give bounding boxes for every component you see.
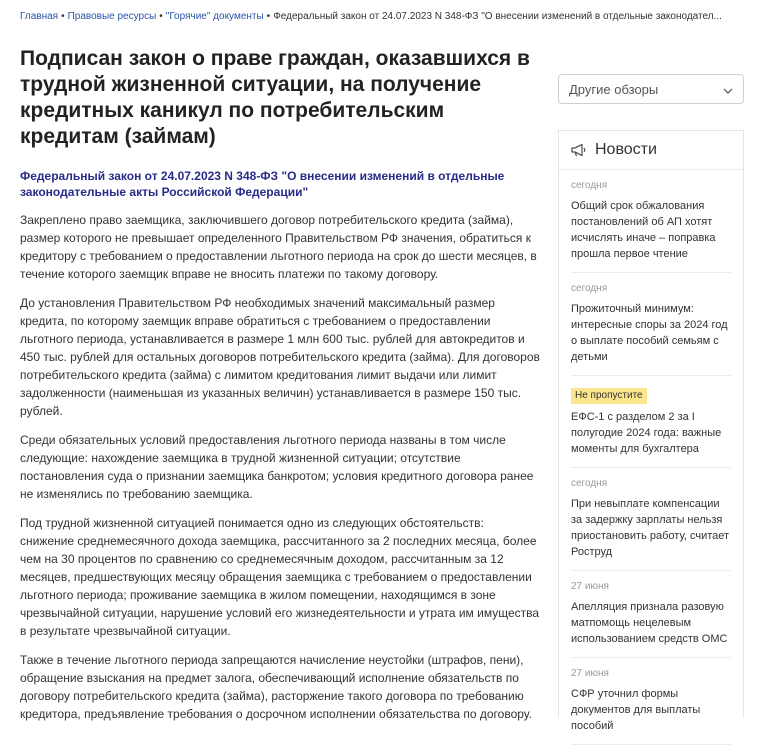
news-list [559,170,743,745]
news-date: 27 июня [571,581,609,592]
article-body [20,168,540,734]
breadcrumb-hot-documents[interactable]: "Горячие" документы [165,11,264,22]
news-item[interactable] [571,658,731,745]
news-item[interactable] [571,468,731,571]
news-date: сегодня [571,283,608,294]
news-link[interactable]: ЕФС-1 с разделом 2 за I полугодие 2024 года: важные моменты для бухгалтера [571,411,722,455]
news-title: Новости [595,141,657,158]
news-item[interactable] [571,273,731,376]
news-link[interactable]: Апелляция признала разовую матпомощь нецелевым использованием средств ОМС [571,601,728,645]
news-date: 27 июня [571,668,609,679]
article-paragraph: Среди обязательных условий предоставления льготного периода названы в том числе следующие: нахождение заемщика в трудной жизненной ситуации; отсутствие постановления суда о признании заемщика банкротом; условия кредитного договора ранее не изменялись по требованию заемщика. [20,433,534,501]
other-reviews-dropdown[interactable] [558,74,744,104]
news-panel [558,130,744,732]
news-header [559,131,743,170]
megaphone-icon [571,143,587,157]
breadcrumb-separator: • [159,11,163,22]
news-date: сегодня [571,478,608,489]
news-link[interactable]: При невыплате компенсации за задержку зарплаты нельзя приостановить работу, считает Роструд [571,498,730,558]
news-item[interactable] [571,571,731,658]
news-item[interactable] [571,170,731,273]
article-paragraph: До установления Правительством РФ необходимых значений максимальный размер кредита, по которому заемщик вправе обратиться с требованием о предоставлении льготного периода, устанавливается в размере 1 млн 600 тыс. рублей для автокредитов и 450 тыс. рублей для остальных договоров потребительского кредита (займа). Для договоров потребительского кредита (займа) с лимитом кредитования лимит выдачи или лимит задолженности (наименьшая из указанных величин) устанавливается в размере 150 тыс. рублей. [20,296,540,418]
breadcrumb-current: Федеральный закон от 24.07.2023 N 348-ФЗ "О внесении изменений в отдельные законодател... [273,11,722,22]
dont-miss-badge: Не пропустите [571,388,647,404]
news-link[interactable]: Общий срок обжалования постановлений об АП хотят исчислять иначе – поправка прошла первое чтение [571,200,716,260]
breadcrumb-legal-resources[interactable]: Правовые ресурсы [67,11,157,22]
breadcrumb-home[interactable]: Главная [20,11,59,22]
page-title: Подписан закон о праве граждан, оказавшихся в трудной жизненной ситуации, на получение кредитных каникул по потребительским кредитам (займам) [20,47,530,148]
breadcrumb-separator: • [61,11,65,22]
article-paragraph: Под трудной жизненной ситуацией понимается одно из следующих обстоятельств: снижение среднемесячного дохода заемщика, рассчитанного за 2 последних месяца, более чем на 30 процентов по сравнению со среднемесячным доходом, рассчитанным за 12 месяцев, предшествующих месяцу обращения заемщика с требованием о предоставлении льготного периода; проживание заемщика в жилом помещении, находящимся в зоне чрезвычайной ситуации, нарушение условий его жизнедеятельности и утрата им имущества в результате чрезвычайной ситуации. [20,516,540,638]
news-link[interactable]: Прожиточный минимум: интересные споры за 2024 год о выплате пособий семьям с детьми [571,303,728,363]
article-paragraph: Закреплено право заемщика, заключившего договор потребительского кредита (займа), размер которого не превышает определенного Правительством РФ значения, обратиться к кредитору с требованием о предоставлении льготного периода на срок до шести месяцев, в течение которого заемщик вправе не вносить платежи по такому договору. [20,213,537,281]
news-link[interactable]: СФР уточнил формы документов для выплаты пособий [571,688,701,732]
news-item[interactable] [571,376,731,468]
breadcrumb [20,10,770,24]
document-link[interactable]: Федеральный закон от 24.07.2023 N 348-ФЗ "О внесении изменений в отдельные законодательные акты Российской Федерации" [20,169,505,199]
other-reviews-label: Другие обзоры [569,81,659,97]
article-paragraph: Также в течение льготного периода запрещаются начисление неустойки (штрафов, пени), обращение взыскания на предмет залога, обеспечивающий исполнение обязательств по договору потребительского кредита (займа), расторжение такого договора по требованию кредитора, предъявление требования о досрочном исполнении обязательства по договору. [20,653,532,721]
news-date: сегодня [571,180,608,191]
chevron-down-icon [723,82,733,97]
breadcrumb-separator: • [266,11,271,22]
